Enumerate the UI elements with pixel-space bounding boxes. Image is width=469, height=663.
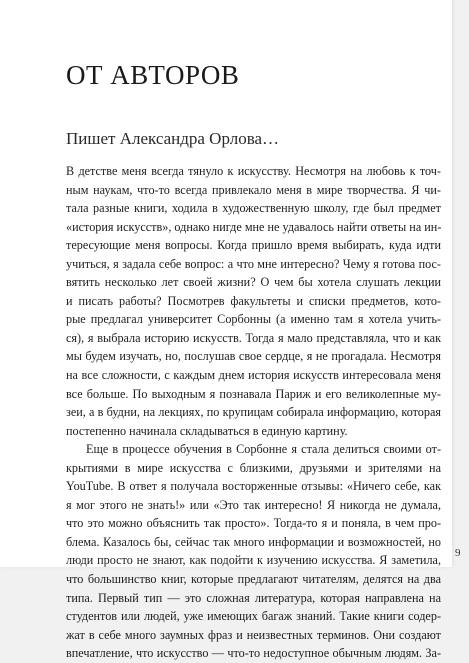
text-line: что это можно объяснить так просто». Тогда-то я и поняла, в чем про- [66,516,441,531]
text-line: все больше. По выходным я познавала Париж и его великолепные му- [66,386,441,401]
section-subtitle: Пишет Александра Орлова… [66,129,280,148]
text-line: вятить несколько лет своей жизни? О чем бы хотела слушать лекции [66,275,441,290]
text-line: тересующие меня вопросы. Когда пришло время выбирать, куда идти [66,238,441,253]
chapter-title: ОТ АВТОРОВ [66,60,240,90]
text-line: тала разные книги, ходила в художественную школу, где был предмет [66,201,441,216]
text-line: постепенно начинала складываться в единую картину. [66,423,348,438]
text-line: YouTube. В ответ я получала восторженные отзывы: «Ничего себе, как [66,479,441,494]
text-line: Еще в процессе обучения в Сорбонне я стала делиться своими от- [86,442,441,457]
page-number: 9 [455,547,461,559]
text-line: ся), я выбрала историю искусств. Тогда я мало представляла, что и как [66,330,441,345]
text-line: мы будем изучать, но, послушав свое сердце, я не прогадала. Несмотря [66,349,441,364]
text-line: что большинство книг, которые предлагают читателям, делятся на два [66,572,441,587]
text-line: люди просто не знают, как подойти к изучению искусства. Я заметила, [66,553,441,568]
text-line: я мог этого не знать!» или «Это так интересно! Я никогда не думала, [66,497,441,512]
text-line: впечатление, что искусство — что-то недоступное обычным людям. За- [66,646,441,661]
text-line: В детстве меня всегда тянуло к искусству. Несмотря на любовь к точ- [66,164,441,178]
text-line: рые предлагал университет Сорбонны (а именно там я хотела учить- [66,312,441,327]
text-line: крытиями в мире искусства с близкими, друзьями и зрителями на [66,460,441,475]
body-text [66,162,441,663]
text-line: студентов или людей, уже имеющих багаж знаний. Такие книги содер- [66,609,441,624]
text-line: ным наукам, что-то всегда привлекало меня в мире творчества. Я чи- [66,182,441,197]
text-line: блема. Казалось бы, сейчас так много информации и возможностей, но [66,534,441,549]
text-line: и писать работы? Посмотрев факультеты и списки предметов, кото- [66,293,441,308]
text-line: зеи, а в будни, на лекциях, по крупицам собирала информацию, которая [66,405,441,420]
text-line: на все сложности, с каждым днем история искусств интересовала меня [66,368,441,383]
text-line: «история искусств», однако нигде мне не удавалось найти ответы на ин- [66,219,442,234]
text-line: типа. Первый тип — это сложная литература, которая направлена на [66,590,441,605]
text-line: жат в себе много заумных фраз и неизвестных терминов. Они создают [66,627,441,642]
text-line: учиться, я задала себе вопрос: а что мне интересно? Чему я готова пос- [66,256,441,271]
